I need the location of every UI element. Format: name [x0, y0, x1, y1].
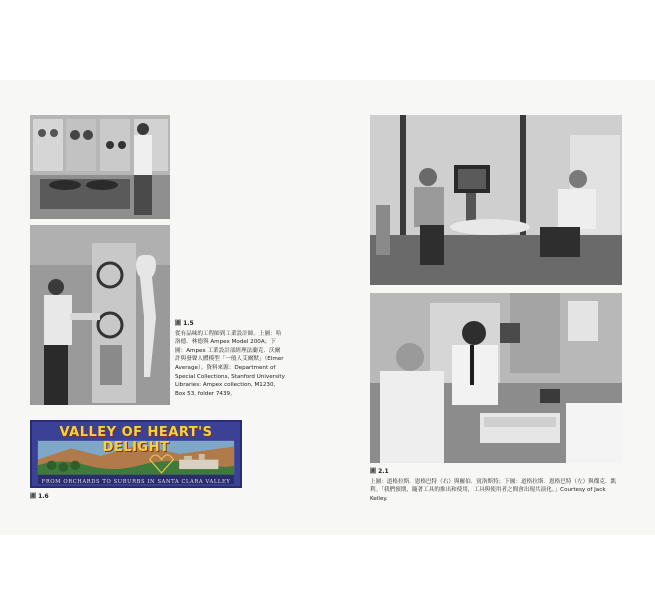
banner-subtitle: FROM ORCHARDS TO SUBURBS IN SANTA CLARA VALLEY	[41, 479, 231, 485]
caption-fig-2-1	[370, 468, 622, 503]
valley-banner	[30, 420, 242, 488]
figure-label-1-6: 圖 1.6	[30, 493, 49, 500]
photo-engelbart-top	[370, 115, 622, 285]
photo-engelbart-bottom	[370, 293, 622, 463]
figure-label-2-1: 圖 2.1	[370, 468, 389, 475]
caption-fig-1-5	[175, 320, 285, 398]
caption-text-1-5: 從有品味的工程師到工業設計師。上圖：哈洛德．林德與 Ampex Model 200A；下圖：Ampex 工業設計部經理法蘭克．沃爾許與發聲人體模型「一般人艾爾默」（Elmer Average）。資料來源：Department of Special Collections, Stanford University Libraries: Ampex collection, M1230, Box 53, folder 7439。	[175, 330, 285, 397]
book-spread	[0, 80, 655, 535]
photo-ampex-recorder	[30, 115, 170, 219]
caption-text-2-1: 上圖：道格拉斯．恩格巴特（右）與羅伯．賓洛斯特；下圖：道格拉斯．恩格巴特（左）與傑克．凱利。「我們預期，隨著工具的推出和使用，工具與使用者之間會出現共演化。」Courtesy of Jack Kelley.	[370, 478, 617, 502]
banner-title: VALLEY OF HEART'S DELIGHT	[59, 425, 213, 455]
photo-elmer-average	[30, 225, 170, 405]
figure-label-1-5: 圖 1.5	[175, 320, 194, 327]
